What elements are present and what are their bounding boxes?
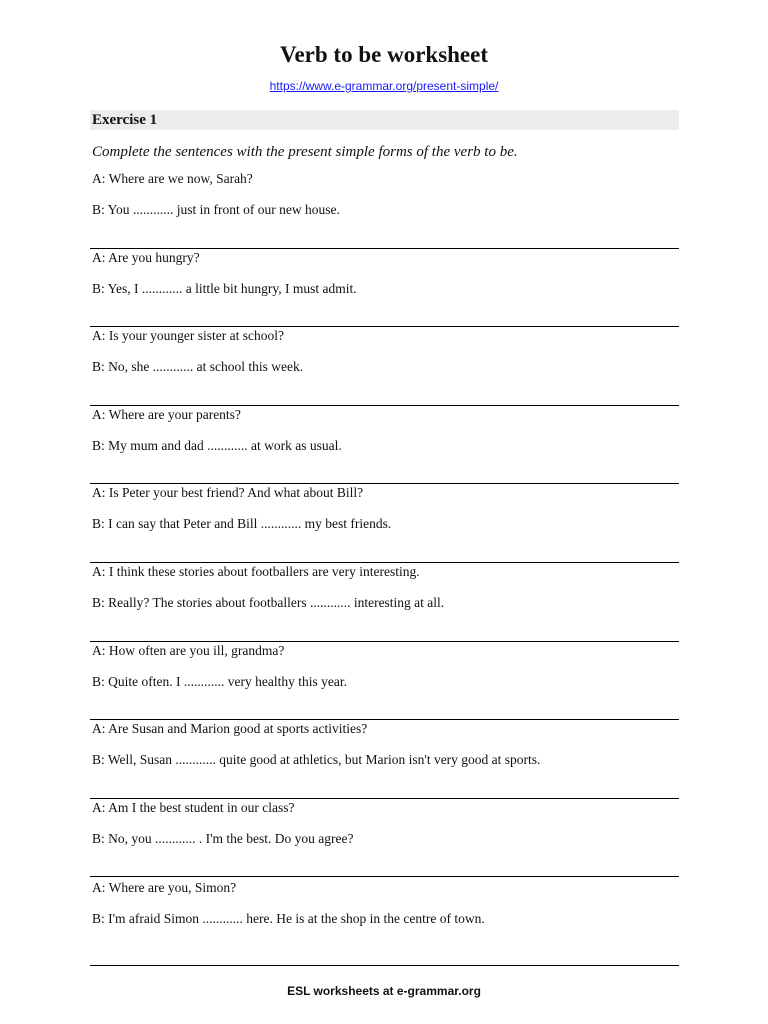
exercise-item-6 <box>90 563 679 642</box>
answer-line: B: I can say that Peter and Bill ............ my best friends. <box>92 516 392 532</box>
question-line: A: Are you hungry? <box>92 249 200 265</box>
exercise-item-7 <box>90 642 679 721</box>
question-line: A: Where are you, Simon? <box>92 880 237 895</box>
question-line: A: Where are we now, Sarah? <box>92 171 253 186</box>
answer-line: B: My mum and dad ............ at work as usual. <box>92 437 342 453</box>
exercise-item-2 <box>90 249 679 328</box>
exercise-instructions: Complete the sentences with the present simple forms of the verb to be. <box>92 144 518 160</box>
question-line: A: I think these stories about footballers are very interesting. <box>92 563 420 579</box>
answer-line: B: You ............ just in front of our new house. <box>92 202 340 217</box>
answer-line: B: I'm afraid Simon ............ here. He is at the shop in the centre of town. <box>92 911 485 926</box>
answer-line: B: Really? The stories about footballers ............ interesting at all. <box>92 594 445 610</box>
exercise-items <box>90 170 679 877</box>
answer-line: B: Well, Susan ............ quite good at athletics, but Marion isn't very good at sports. <box>92 752 541 768</box>
source-url-link[interactable]: https://www.e-grammar.org/present-simple/ <box>269 79 499 93</box>
question-line: A: Is your younger sister at school? <box>92 328 284 344</box>
exercise-item-3 <box>90 327 679 406</box>
exercise-item-1 <box>90 170 679 249</box>
source-url <box>0 78 768 94</box>
footer-text: ESL worksheets at e-grammar.org <box>287 984 481 998</box>
exercise-item-9 <box>90 799 679 878</box>
footer-divider <box>90 965 679 966</box>
answer-line: B: Yes, I ............ a little bit hungry, I must admit. <box>92 280 357 296</box>
answer-line: B: Quite often. I ............ very healthy this year. <box>92 673 347 689</box>
question-line: A: How often are you ill, grandma? <box>92 642 285 658</box>
answer-line: B: No, she ............ at school this week. <box>92 359 304 375</box>
question-line: A: Am I the best student in our class? <box>92 799 295 815</box>
question-line: A: Are Susan and Marion good at sports activities? <box>92 721 368 737</box>
exercise-item-5 <box>90 484 679 563</box>
worksheet-title: Verb to be worksheet <box>279 42 489 67</box>
question-line: A: Where are your parents? <box>92 406 241 422</box>
exercise-heading: Exercise 1 <box>90 110 679 130</box>
exercise-item-8 <box>90 720 679 799</box>
question-line: A: Is Peter your best friend? And what about Bill? <box>92 485 364 501</box>
exercise-item-4 <box>90 406 679 485</box>
answer-line: B: No, you ............ . I'm the best. Do you agree? <box>92 830 354 846</box>
